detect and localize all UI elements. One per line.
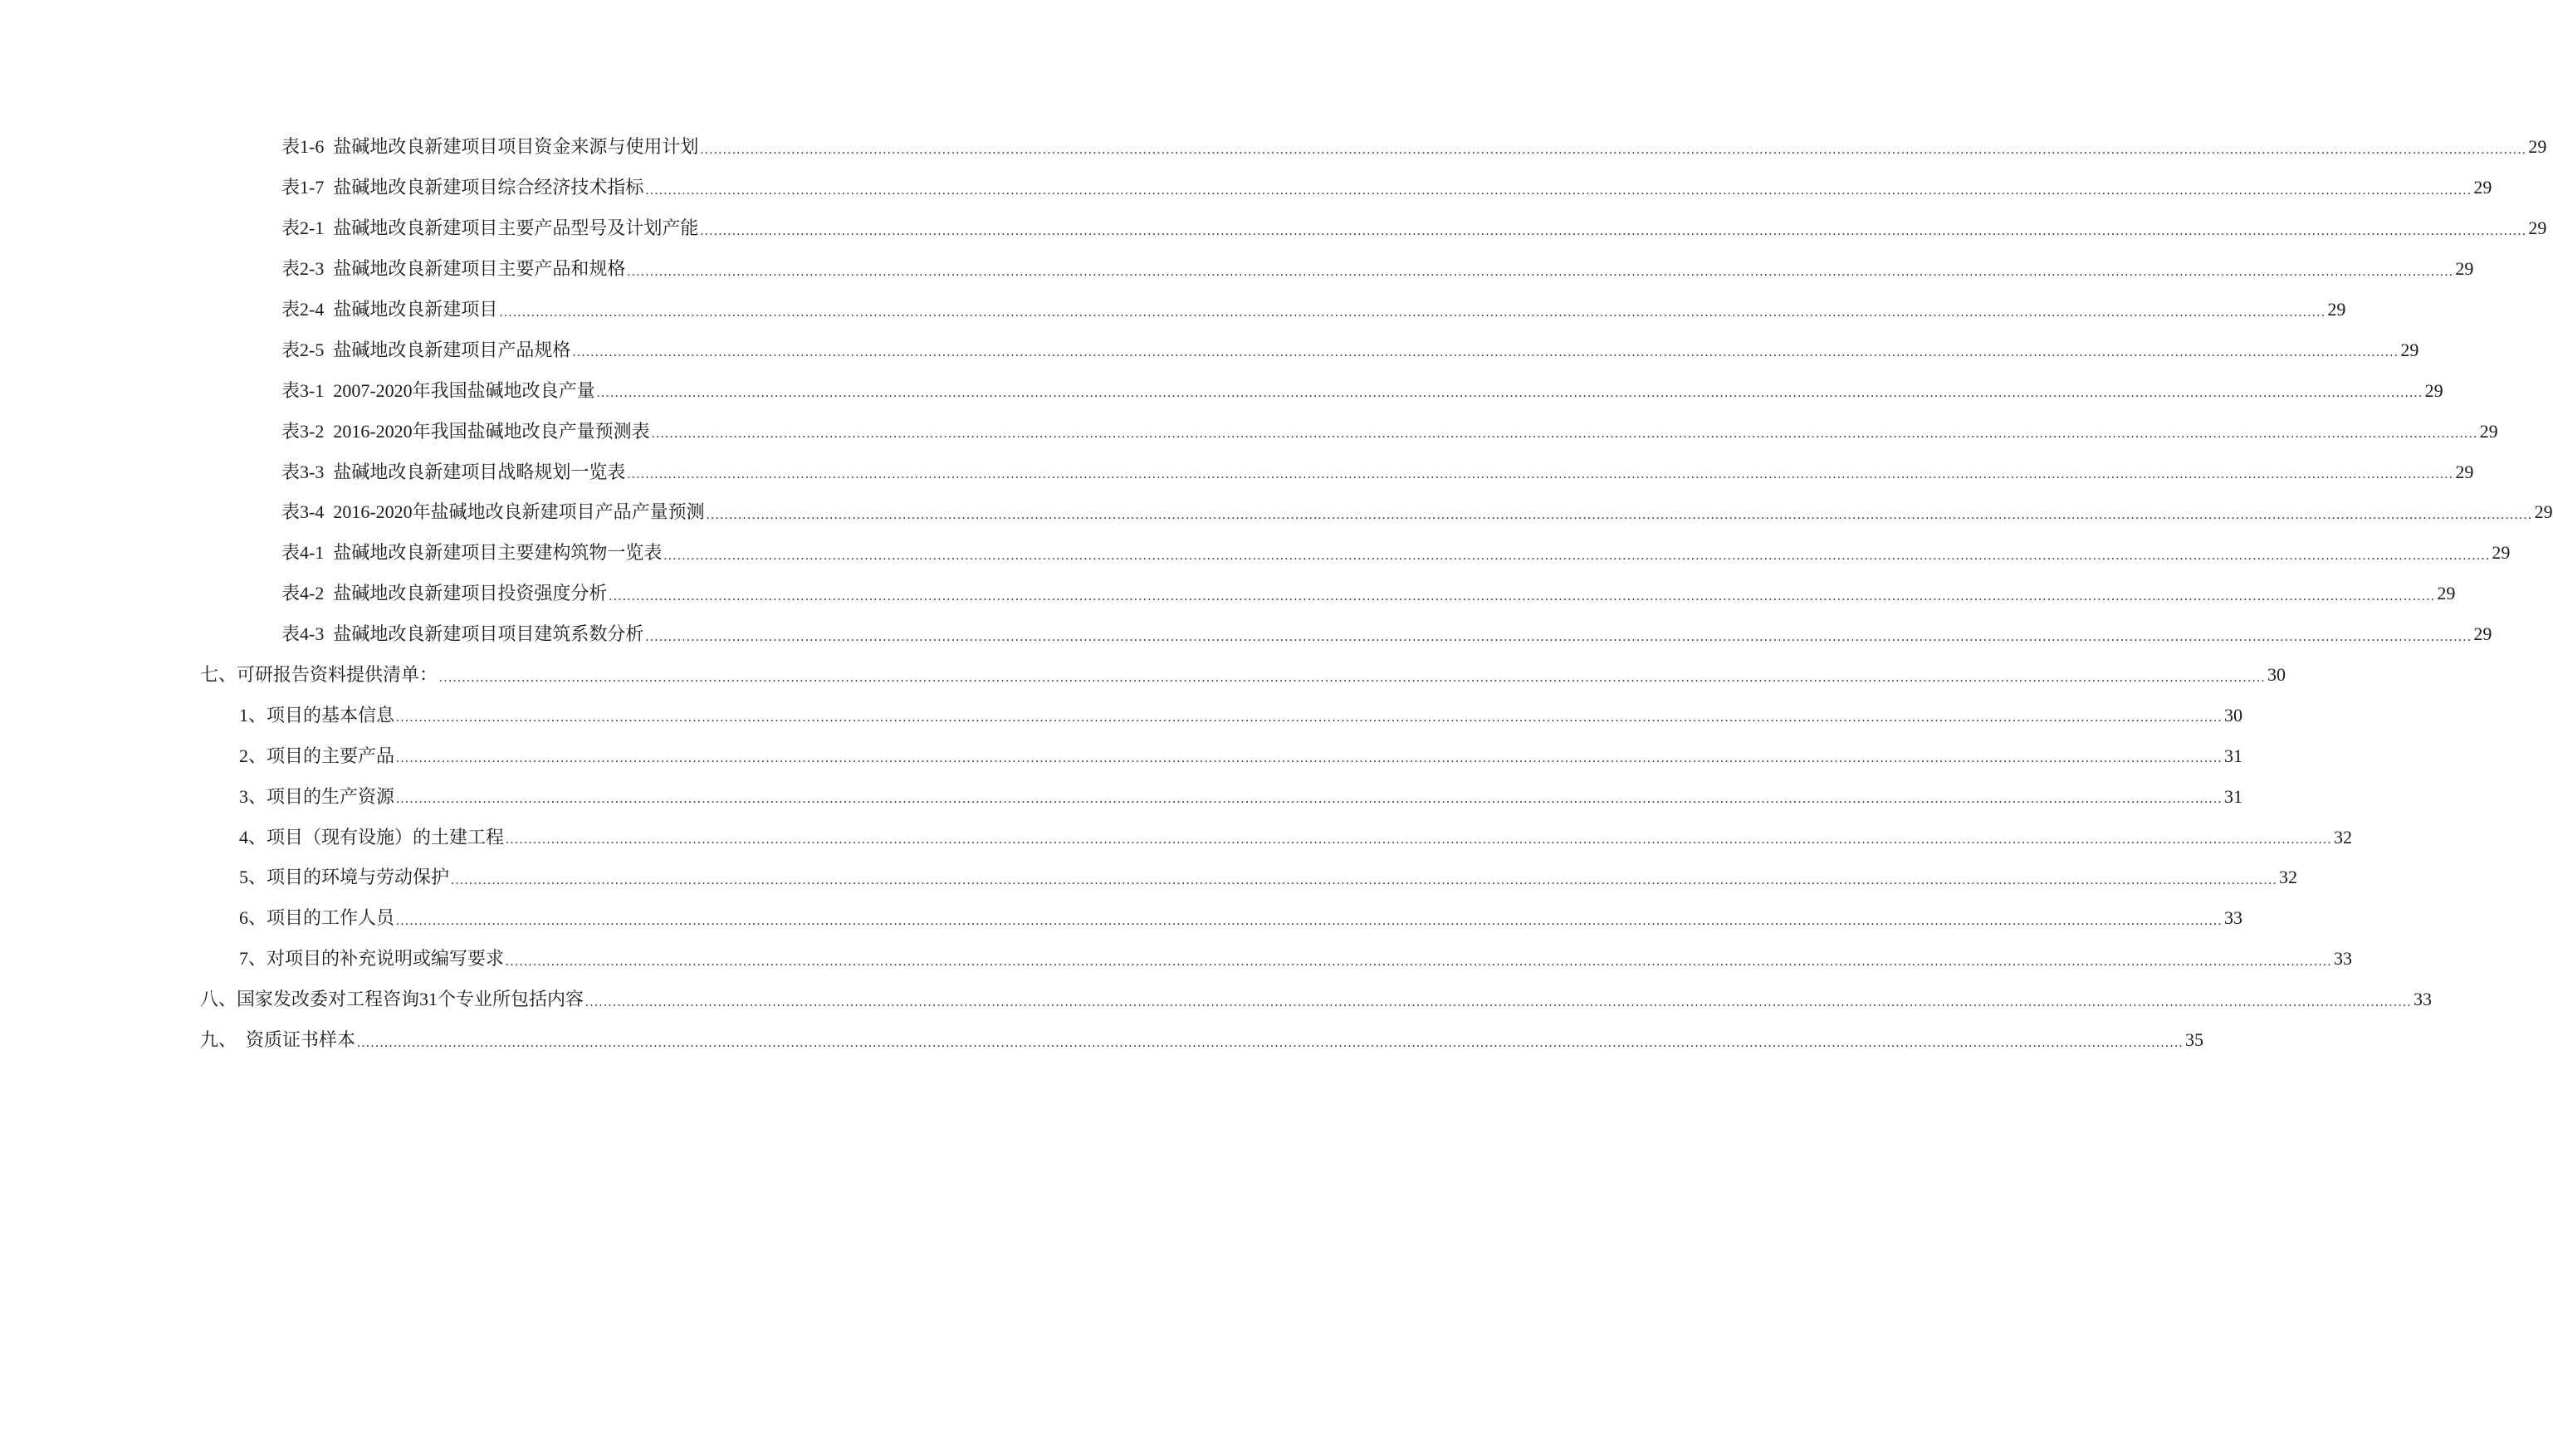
toc-entry[interactable] xyxy=(281,492,2553,533)
toc-entry[interactable] xyxy=(281,330,2419,370)
toc-dot-leader: ................................................................................................................................................................................................................................................................................................................................................................................................................ xyxy=(627,467,2454,482)
toc-entry[interactable] xyxy=(239,817,2353,857)
toc-page-number: 35 xyxy=(2185,1029,2204,1051)
toc-page-number: 32 xyxy=(2279,867,2298,888)
table-of-contents xyxy=(0,127,2553,1060)
toc-dot-leader: ................................................................................................................................................................................................................................................................................................................................................................................................................ xyxy=(585,994,2413,1009)
toc-entry[interactable] xyxy=(239,695,2243,735)
toc-page-number: 29 xyxy=(2437,583,2456,604)
toc-entry-label: 2、项目的主要产品 xyxy=(239,745,395,766)
toc-entry-label: 七、可研报告资料提供清单： xyxy=(200,664,438,686)
toc-page-number: 29 xyxy=(2479,420,2498,442)
toc-page-number: 31 xyxy=(2224,745,2243,766)
toc-entry-label: 表1-6 盐碱地改良新建项目项目资金来源与使用计划 xyxy=(281,136,699,158)
toc-entry-label: 表2-4 盐碱地改良新建项目 xyxy=(281,299,498,320)
toc-entry-label: 表3-1 2007-2020年我国盐碱地改良产量 xyxy=(281,379,595,401)
toc-dot-leader: ................................................................................................................................................................................................................................................................................................................................................................................................................ xyxy=(700,223,2527,238)
toc-entry[interactable] xyxy=(200,1020,2204,1061)
toc-dot-leader: ................................................................................................................................................................................................................................................................................................................................................................................................................ xyxy=(627,264,2454,279)
toc-entry[interactable] xyxy=(281,127,2547,168)
toc-entry-label: 表2-1 盐碱地改良新建项目主要产品型号及计划产能 xyxy=(281,217,699,239)
toc-dot-leader: ................................................................................................................................................................................................................................................................................................................................................................................................................ xyxy=(506,833,2333,848)
toc-entry[interactable] xyxy=(281,574,2456,614)
toc-entry-label: 1、项目的基本信息 xyxy=(239,704,395,726)
toc-page-number: 29 xyxy=(2528,217,2547,239)
toc-page-number: 29 xyxy=(2492,542,2511,564)
toc-entry-label: 表2-5 盐碱地改良新建项目产品规格 xyxy=(281,339,571,360)
toc-dot-leader: ................................................................................................................................................................................................................................................................................................................................................................................................................ xyxy=(396,751,2223,766)
toc-dot-leader: ................................................................................................................................................................................................................................................................................................................................................................................................................ xyxy=(499,305,2326,320)
toc-entry[interactable] xyxy=(281,249,2474,290)
toc-entry-label: 表4-3 盐碱地改良新建项目项目建筑系数分析 xyxy=(281,623,644,645)
toc-dot-leader: ................................................................................................................................................................................................................................................................................................................................................................................................................ xyxy=(396,711,2223,726)
toc-page-number: 31 xyxy=(2224,785,2243,807)
toc-entry-label: 表1-7 盐碱地改良新建项目综合经济技术指标 xyxy=(281,177,644,198)
toc-entry[interactable] xyxy=(200,980,2433,1020)
toc-entry-label: 八、国家发改委对工程咨询31个专业所包括内容 xyxy=(200,989,584,1010)
toc-entry-label: 表3-3 盐碱地改良新建项目战略规划一览表 xyxy=(281,461,626,482)
toc-entry[interactable] xyxy=(200,655,2286,696)
toc-entry-label: 表2-3 盐碱地改良新建项目主要产品和规格 xyxy=(281,258,626,280)
toc-dot-leader: ................................................................................................................................................................................................................................................................................................................................................................................................................ xyxy=(506,954,2333,969)
toc-dot-leader: ................................................................................................................................................................................................................................................................................................................................................................................................................ xyxy=(609,589,2436,603)
toc-dot-leader: ................................................................................................................................................................................................................................................................................................................................................................................................................ xyxy=(451,872,2278,887)
toc-page-number: 32 xyxy=(2334,826,2353,848)
toc-page-number: 33 xyxy=(2414,989,2433,1010)
toc-page-number: 29 xyxy=(2455,258,2474,280)
toc-entry[interactable] xyxy=(239,857,2298,898)
toc-entry[interactable] xyxy=(239,898,2243,939)
toc-entry-label: 5、项目的环境与劳动保护 xyxy=(239,867,450,888)
toc-page-number: 29 xyxy=(2327,299,2346,320)
toc-entry[interactable] xyxy=(239,735,2243,776)
toc-entry-label: 7、对项目的补充说明或编写要求 xyxy=(239,948,505,970)
toc-page-number: 30 xyxy=(2267,664,2286,686)
toc-page-number: 29 xyxy=(2455,461,2474,482)
toc-dot-leader: ................................................................................................................................................................................................................................................................................................................................................................................................................ xyxy=(706,507,2533,522)
toc-page-number: 29 xyxy=(2424,379,2443,401)
toc-entry[interactable] xyxy=(281,208,2547,249)
toc-entry[interactable] xyxy=(281,452,2474,492)
toc-page-number: 29 xyxy=(2473,177,2492,198)
toc-entry-label: 6、项目的工作人员 xyxy=(239,907,395,929)
toc-dot-leader: ................................................................................................................................................................................................................................................................................................................................................................................................................ xyxy=(596,386,2423,401)
toc-entry[interactable] xyxy=(281,370,2443,411)
toc-page-number: 33 xyxy=(2334,948,2353,970)
toc-page-number: 33 xyxy=(2224,907,2243,929)
toc-entry-label: 表4-1 盐碱地改良新建项目主要建构筑物一览表 xyxy=(281,542,663,564)
toc-entry-label: 表4-2 盐碱地改良新建项目投资强度分析 xyxy=(281,583,608,604)
toc-entry[interactable] xyxy=(281,614,2492,655)
toc-entry-label: 3、项目的生产资源 xyxy=(239,785,395,807)
toc-entry-label: 表3-2 2016-2020年我国盐碱地改良产量预测表 xyxy=(281,420,650,442)
toc-entry[interactable] xyxy=(281,411,2498,452)
toc-page-number: 29 xyxy=(2528,136,2547,158)
toc-page-number: 30 xyxy=(2224,704,2243,726)
toc-dot-leader: ................................................................................................................................................................................................................................................................................................................................................................................................................ xyxy=(663,548,2491,563)
toc-dot-leader: ................................................................................................................................................................................................................................................................................................................................................................................................................ xyxy=(396,913,2223,928)
toc-dot-leader: ................................................................................................................................................................................................................................................................................................................................................................................................................ xyxy=(572,345,2399,360)
toc-dot-leader: ................................................................................................................................................................................................................................................................................................................................................................................................................ xyxy=(700,142,2527,157)
toc-dot-leader: ................................................................................................................................................................................................................................................................................................................................................................................................................ xyxy=(645,183,2472,198)
toc-dot-leader: ................................................................................................................................................................................................................................................................................................................................................................................................................ xyxy=(439,670,2267,685)
toc-entry[interactable] xyxy=(239,776,2243,817)
toc-entry-label: 九、 资质证书样本 xyxy=(200,1029,356,1051)
toc-entry[interactable] xyxy=(281,168,2492,208)
toc-entry[interactable] xyxy=(281,290,2346,330)
toc-page-number: 29 xyxy=(2534,501,2553,523)
toc-dot-leader: ................................................................................................................................................................................................................................................................................................................................................................................................................ xyxy=(651,427,2478,442)
toc-dot-leader: ................................................................................................................................................................................................................................................................................................................................................................................................................ xyxy=(396,792,2223,807)
toc-page-number: 29 xyxy=(2400,339,2419,360)
toc-page-number: 29 xyxy=(2473,623,2492,645)
toc-entry[interactable] xyxy=(239,939,2353,980)
toc-entry[interactable] xyxy=(281,533,2511,574)
toc-dot-leader: ................................................................................................................................................................................................................................................................................................................................................................................................................ xyxy=(357,1035,2184,1050)
toc-entry-label: 表3-4 2016-2020年盐碱地改良新建项目产品产量预测 xyxy=(281,501,705,523)
toc-entry-label: 4、项目（现有设施）的土建工程 xyxy=(239,826,505,848)
toc-dot-leader: ................................................................................................................................................................................................................................................................................................................................................................................................................ xyxy=(645,629,2472,644)
